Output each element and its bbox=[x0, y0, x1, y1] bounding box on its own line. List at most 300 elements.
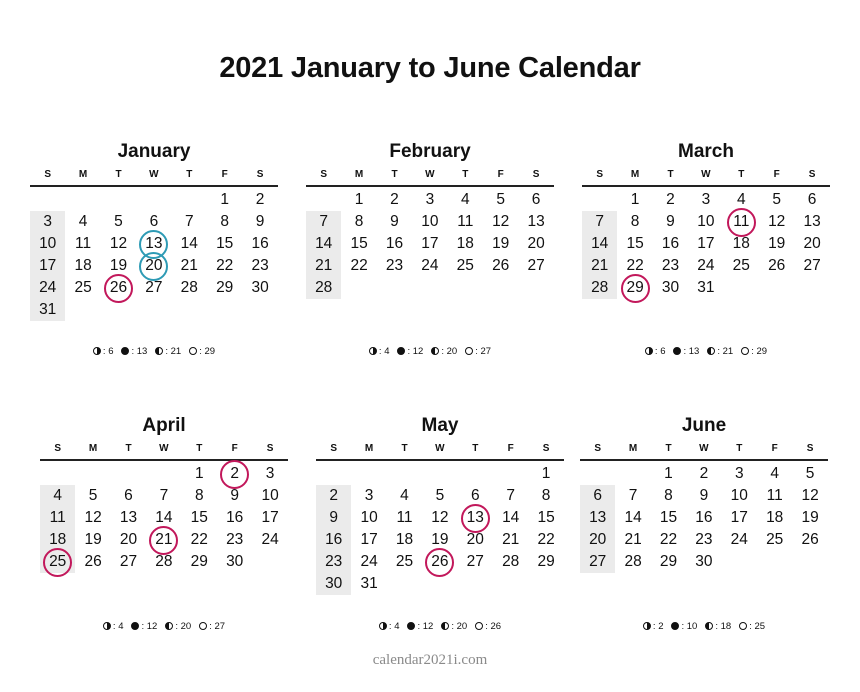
day-cell bbox=[65, 233, 100, 255]
weekday-label: W bbox=[699, 443, 709, 454]
month-name: May bbox=[421, 415, 459, 436]
day-number: 18 bbox=[49, 531, 67, 548]
weekday-label: T bbox=[665, 443, 672, 454]
moon-phase-item bbox=[93, 346, 114, 357]
day-cell bbox=[686, 529, 721, 551]
month-may bbox=[316, 415, 564, 655]
day-number: 20 bbox=[803, 235, 821, 252]
day-cell bbox=[341, 189, 376, 211]
new-moon-icon bbox=[671, 622, 679, 630]
day-number: 29 bbox=[216, 279, 234, 296]
day-number: 4 bbox=[78, 213, 88, 230]
day-cell bbox=[146, 529, 181, 551]
day-number: 14 bbox=[502, 509, 520, 526]
weekday-label: T bbox=[115, 169, 122, 180]
day-grid bbox=[306, 189, 554, 319]
day-number: 23 bbox=[251, 257, 269, 274]
day-number: 5 bbox=[772, 191, 781, 208]
day-number: 1 bbox=[664, 465, 673, 482]
day-number: 13 bbox=[803, 213, 821, 230]
month-april bbox=[40, 415, 288, 655]
moon-phase-date: : 20 bbox=[175, 621, 192, 632]
day-cell bbox=[688, 233, 723, 255]
day-cell bbox=[316, 485, 351, 507]
day-number: 14 bbox=[315, 235, 333, 252]
weekday-label: S bbox=[330, 443, 338, 454]
day-number: 14 bbox=[624, 509, 642, 526]
moon-phase-item bbox=[475, 621, 501, 632]
day-cell bbox=[316, 551, 351, 573]
weekday-label: S bbox=[320, 169, 328, 180]
moon-phase-date: : 4 bbox=[112, 621, 124, 632]
day-cell bbox=[75, 507, 110, 529]
day-number: 4 bbox=[400, 487, 409, 504]
day-cell bbox=[794, 233, 829, 255]
day-number: 12 bbox=[768, 213, 786, 230]
day-number: 15 bbox=[350, 235, 368, 252]
day-cell bbox=[30, 299, 65, 321]
moon-phase-item bbox=[407, 621, 433, 632]
day-cell bbox=[75, 485, 110, 507]
day-cell bbox=[580, 507, 615, 529]
day-number: 7 bbox=[506, 487, 515, 504]
moon-phase-date: : 6 bbox=[654, 346, 666, 357]
day-number: 15 bbox=[626, 235, 644, 252]
day-number: 10 bbox=[261, 487, 279, 504]
day-number: 23 bbox=[325, 553, 343, 570]
day-cell bbox=[387, 529, 422, 551]
day-number: 25 bbox=[395, 553, 414, 570]
day-cell bbox=[306, 277, 341, 299]
day-cell bbox=[483, 255, 518, 277]
day-number: 6 bbox=[149, 213, 159, 230]
day-cell bbox=[483, 211, 518, 233]
day-number: 8 bbox=[220, 213, 229, 230]
last-quarter-moon-icon bbox=[705, 622, 713, 630]
day-cell bbox=[316, 529, 351, 551]
day-number: 19 bbox=[768, 235, 786, 252]
weekday-label: S bbox=[596, 169, 604, 180]
day-number: 8 bbox=[630, 213, 640, 230]
day-number: 1 bbox=[630, 191, 640, 208]
day-cell bbox=[615, 551, 650, 573]
day-number: 11 bbox=[75, 235, 92, 252]
day-cell bbox=[182, 551, 217, 573]
day-cell bbox=[75, 551, 110, 573]
day-cell bbox=[207, 211, 242, 233]
moon-phase-date: : 26 bbox=[485, 621, 502, 632]
day-cell bbox=[111, 529, 146, 551]
day-number: 23 bbox=[661, 257, 680, 274]
day-cell bbox=[75, 529, 110, 551]
day-cell bbox=[518, 211, 553, 233]
day-cell bbox=[30, 255, 65, 277]
day-number: 21 bbox=[155, 531, 173, 548]
day-cell bbox=[722, 463, 757, 485]
moon-phases bbox=[582, 346, 830, 357]
day-cell bbox=[351, 485, 386, 507]
day-number: 20 bbox=[119, 531, 138, 548]
day-cell bbox=[448, 211, 483, 233]
day-cell bbox=[172, 211, 207, 233]
day-cell bbox=[422, 485, 457, 507]
day-cell bbox=[306, 211, 341, 233]
new-moon-icon bbox=[131, 622, 139, 630]
weekday-label: S bbox=[594, 443, 602, 454]
header-divider bbox=[306, 185, 554, 187]
day-cell bbox=[448, 233, 483, 255]
day-cell bbox=[458, 485, 493, 507]
day-number: 10 bbox=[421, 213, 439, 230]
day-cell bbox=[351, 551, 386, 573]
day-cell bbox=[722, 507, 757, 529]
day-number: 9 bbox=[230, 487, 239, 504]
day-cell bbox=[316, 507, 351, 529]
day-cell bbox=[757, 463, 792, 485]
day-cell bbox=[617, 189, 652, 211]
day-number: 24 bbox=[730, 531, 748, 548]
day-cell bbox=[172, 255, 207, 277]
day-number: 15 bbox=[537, 509, 555, 526]
weekday-label: T bbox=[196, 443, 203, 454]
day-cell bbox=[40, 529, 75, 551]
day-grid bbox=[580, 463, 828, 593]
day-cell bbox=[582, 277, 617, 299]
day-number: 13 bbox=[145, 235, 163, 252]
day-number: 24 bbox=[360, 553, 378, 570]
day-number: 30 bbox=[325, 575, 343, 592]
header-divider bbox=[40, 459, 288, 461]
weekday-label: M bbox=[630, 169, 640, 180]
weekday-label: W bbox=[425, 169, 435, 180]
day-number: 20 bbox=[145, 257, 163, 274]
first-quarter-moon-icon bbox=[93, 347, 101, 355]
day-cell bbox=[242, 189, 277, 211]
moon-phases bbox=[40, 621, 288, 632]
day-cell bbox=[351, 507, 386, 529]
day-number: 4 bbox=[736, 191, 746, 208]
day-cell bbox=[528, 485, 563, 507]
first-quarter-moon-icon bbox=[103, 622, 111, 630]
day-grid bbox=[40, 463, 288, 593]
day-number: 3 bbox=[265, 465, 275, 482]
day-number: 24 bbox=[421, 257, 439, 274]
weekday-label: W bbox=[149, 169, 159, 180]
header-divider bbox=[316, 459, 564, 461]
day-number: 27 bbox=[589, 553, 607, 570]
weekday-label: T bbox=[462, 169, 469, 180]
weekday-header bbox=[40, 443, 288, 457]
moon-phase-item bbox=[705, 621, 731, 632]
day-number: 23 bbox=[695, 531, 713, 548]
new-moon-icon bbox=[673, 347, 681, 355]
weekday-header bbox=[582, 169, 830, 183]
day-number: 11 bbox=[396, 509, 413, 526]
weekday-label: M bbox=[628, 443, 638, 454]
moon-phase-item bbox=[189, 346, 215, 357]
moon-phase-item bbox=[165, 621, 191, 632]
day-cell bbox=[252, 507, 287, 529]
first-quarter-moon-icon bbox=[369, 347, 377, 355]
day-cell bbox=[794, 211, 829, 233]
day-cell bbox=[136, 233, 171, 255]
header-divider bbox=[30, 185, 278, 187]
day-cell bbox=[136, 255, 171, 277]
moon-phase-item bbox=[379, 621, 400, 632]
day-cell bbox=[722, 485, 757, 507]
day-number: 19 bbox=[492, 235, 510, 252]
moon-phase-item bbox=[673, 346, 699, 357]
weekday-label: T bbox=[667, 169, 674, 180]
day-cell bbox=[617, 233, 652, 255]
day-number: 5 bbox=[435, 487, 445, 504]
day-cell bbox=[528, 463, 563, 485]
moon-phase-item bbox=[369, 346, 390, 357]
moon-phases bbox=[580, 621, 828, 632]
day-number: 29 bbox=[659, 553, 678, 570]
moon-phase-item bbox=[199, 621, 225, 632]
day-number: 20 bbox=[589, 531, 607, 548]
day-cell bbox=[207, 233, 242, 255]
month-june bbox=[580, 415, 828, 655]
day-cell bbox=[101, 211, 136, 233]
day-number: 28 bbox=[591, 279, 609, 296]
day-number: 22 bbox=[190, 531, 208, 548]
day-cell bbox=[615, 485, 650, 507]
day-cell bbox=[30, 277, 65, 299]
day-number: 25 bbox=[766, 531, 784, 548]
full-moon-icon bbox=[475, 622, 483, 630]
day-number: 2 bbox=[699, 465, 709, 482]
day-cell bbox=[377, 211, 412, 233]
weekday-label: W bbox=[435, 443, 445, 454]
weekday-label: T bbox=[738, 169, 745, 180]
day-number: 28 bbox=[315, 279, 333, 296]
day-number: 2 bbox=[255, 191, 265, 208]
day-number: 3 bbox=[425, 191, 435, 208]
day-cell bbox=[651, 551, 686, 573]
first-quarter-moon-icon bbox=[645, 347, 653, 355]
month-name: March bbox=[678, 141, 734, 162]
day-cell bbox=[351, 573, 386, 595]
moon-phases bbox=[316, 621, 564, 632]
day-cell bbox=[111, 507, 146, 529]
weekday-label: S bbox=[806, 443, 814, 454]
weekday-label: S bbox=[256, 169, 264, 180]
day-cell bbox=[101, 233, 136, 255]
day-cell bbox=[724, 189, 759, 211]
day-number: 17 bbox=[730, 509, 748, 526]
day-cell bbox=[217, 463, 252, 485]
day-cell bbox=[580, 551, 615, 573]
day-cell bbox=[686, 507, 721, 529]
day-grid bbox=[30, 189, 278, 319]
day-number: 7 bbox=[319, 213, 328, 230]
day-cell bbox=[794, 189, 829, 211]
last-quarter-moon-icon bbox=[431, 347, 439, 355]
day-number: 14 bbox=[180, 235, 198, 252]
day-cell bbox=[242, 277, 277, 299]
moon-phase-date: : 20 bbox=[441, 346, 458, 357]
weekday-label: S bbox=[266, 443, 274, 454]
day-number: 15 bbox=[190, 509, 208, 526]
day-number: 6 bbox=[807, 191, 817, 208]
day-cell bbox=[653, 211, 688, 233]
day-cell bbox=[757, 485, 792, 507]
day-number: 26 bbox=[801, 531, 819, 548]
month-name: April bbox=[142, 415, 186, 436]
month-february bbox=[306, 141, 554, 381]
day-number: 3 bbox=[701, 191, 711, 208]
moon-phase-date: : 13 bbox=[683, 346, 700, 357]
first-quarter-moon-icon bbox=[379, 622, 387, 630]
day-number: 12 bbox=[84, 509, 102, 526]
day-cell bbox=[528, 551, 563, 573]
day-cell bbox=[207, 255, 242, 277]
last-quarter-moon-icon bbox=[165, 622, 173, 630]
weekday-label: F bbox=[497, 169, 504, 180]
day-cell bbox=[242, 255, 277, 277]
day-cell bbox=[111, 485, 146, 507]
day-cell bbox=[688, 255, 723, 277]
weekday-label: F bbox=[507, 443, 514, 454]
day-cell bbox=[686, 463, 721, 485]
day-number: 2 bbox=[390, 191, 399, 208]
moon-phase-item bbox=[739, 621, 765, 632]
moon-phase-item bbox=[645, 346, 666, 357]
day-number: 8 bbox=[664, 487, 673, 504]
day-number: 25 bbox=[74, 279, 92, 296]
weekday-header bbox=[316, 443, 564, 457]
day-number: 24 bbox=[261, 531, 279, 548]
day-cell bbox=[759, 211, 794, 233]
moon-phase-item bbox=[131, 621, 157, 632]
day-cell bbox=[351, 529, 386, 551]
day-cell bbox=[617, 255, 652, 277]
day-number: 9 bbox=[699, 487, 709, 504]
weekday-header bbox=[580, 443, 828, 457]
day-cell bbox=[65, 211, 100, 233]
day-number: 22 bbox=[626, 257, 644, 274]
moon-phase-date: : 12 bbox=[141, 621, 158, 632]
day-cell bbox=[651, 507, 686, 529]
day-number: 25 bbox=[732, 257, 750, 274]
day-number: 7 bbox=[184, 213, 194, 230]
weekday-label: F bbox=[221, 169, 228, 180]
day-cell bbox=[724, 255, 759, 277]
moon-phases bbox=[306, 346, 554, 357]
day-cell bbox=[518, 189, 553, 211]
day-number: 5 bbox=[88, 487, 98, 504]
day-cell bbox=[40, 507, 75, 529]
full-moon-icon bbox=[199, 622, 207, 630]
day-number: 27 bbox=[803, 257, 821, 274]
day-cell bbox=[207, 189, 242, 211]
day-number: 26 bbox=[768, 257, 786, 274]
day-cell bbox=[688, 211, 723, 233]
day-cell bbox=[182, 507, 217, 529]
day-number: 28 bbox=[180, 279, 198, 296]
weekday-label: S bbox=[532, 169, 540, 180]
moon-phase-item bbox=[103, 621, 124, 632]
day-cell bbox=[387, 551, 422, 573]
day-cell bbox=[792, 507, 827, 529]
last-quarter-moon-icon bbox=[155, 347, 163, 355]
day-number: 5 bbox=[805, 465, 815, 482]
day-number: 4 bbox=[770, 465, 779, 482]
day-cell bbox=[341, 233, 376, 255]
day-number: 2 bbox=[230, 465, 239, 482]
day-cell bbox=[617, 277, 652, 299]
day-number: 21 bbox=[591, 257, 609, 274]
day-number: 11 bbox=[766, 487, 783, 504]
new-moon-icon bbox=[407, 622, 415, 630]
day-number: 10 bbox=[730, 487, 748, 504]
weekday-label: T bbox=[401, 443, 408, 454]
day-cell bbox=[341, 211, 376, 233]
weekday-header bbox=[306, 169, 554, 183]
moon-phase-date: : 21 bbox=[717, 346, 734, 357]
day-number: 18 bbox=[456, 235, 474, 252]
day-cell bbox=[518, 255, 553, 277]
day-cell bbox=[182, 463, 217, 485]
moon-phase-item bbox=[155, 346, 181, 357]
day-cell bbox=[757, 529, 792, 551]
day-number: 2 bbox=[666, 191, 675, 208]
day-number: 13 bbox=[466, 509, 484, 526]
day-number: 22 bbox=[216, 257, 234, 274]
day-number: 11 bbox=[49, 509, 66, 526]
day-number: 28 bbox=[502, 553, 520, 570]
day-number: 24 bbox=[39, 279, 57, 296]
day-number: 30 bbox=[695, 553, 713, 570]
moon-phase-item bbox=[707, 346, 733, 357]
day-number: 21 bbox=[502, 531, 520, 548]
day-cell bbox=[651, 463, 686, 485]
day-cell bbox=[528, 507, 563, 529]
day-cell bbox=[653, 233, 688, 255]
day-cell bbox=[65, 255, 100, 277]
moon-phase-item bbox=[397, 346, 423, 357]
day-cell bbox=[30, 233, 65, 255]
day-cell bbox=[412, 189, 447, 211]
day-number: 12 bbox=[109, 235, 128, 252]
day-number: 17 bbox=[261, 509, 279, 526]
moon-phase-date: : 29 bbox=[751, 346, 768, 357]
day-cell bbox=[617, 211, 652, 233]
day-cell bbox=[483, 233, 518, 255]
weekday-header bbox=[30, 169, 278, 183]
day-number: 28 bbox=[624, 553, 642, 570]
day-cell bbox=[493, 551, 528, 573]
day-number: 3 bbox=[364, 487, 374, 504]
day-number: 13 bbox=[119, 509, 138, 526]
day-number: 26 bbox=[84, 553, 102, 570]
day-cell bbox=[40, 485, 75, 507]
page-title: 2021 January to June Calendar bbox=[219, 52, 641, 84]
day-number: 5 bbox=[114, 213, 123, 230]
day-cell bbox=[412, 233, 447, 255]
day-cell bbox=[792, 463, 827, 485]
day-cell bbox=[172, 233, 207, 255]
day-cell bbox=[316, 573, 351, 595]
day-cell bbox=[136, 211, 171, 233]
day-cell bbox=[483, 189, 518, 211]
day-cell bbox=[101, 277, 136, 299]
day-number: 29 bbox=[190, 553, 208, 570]
day-number: 23 bbox=[226, 531, 244, 548]
day-number: 18 bbox=[732, 235, 750, 252]
